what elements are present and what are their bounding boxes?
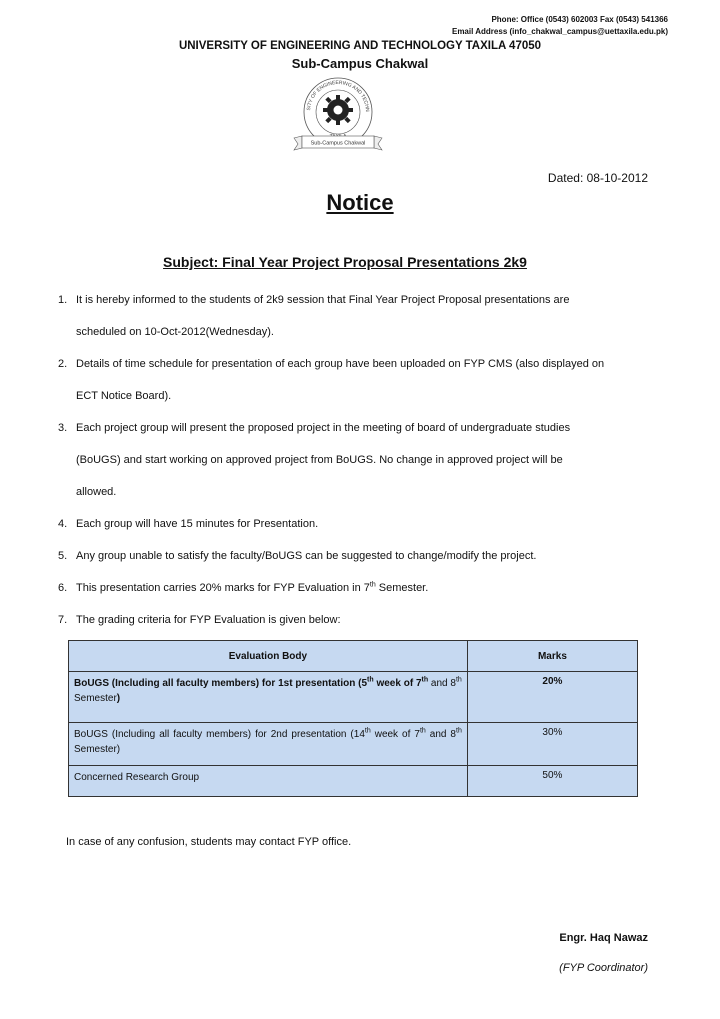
email-line: Email Address (info_chakwal_campus@uettaxila.edu.pk) bbox=[451, 27, 668, 36]
list-number: 3. bbox=[58, 422, 68, 434]
table-header-row bbox=[69, 641, 638, 672]
signatory-name: Engr. Haq Nawaz bbox=[559, 932, 648, 944]
list-number: 7. bbox=[58, 614, 68, 626]
list-item-text: Each project group will present the proposed project in the meeting of board of undergraduate studies bbox=[76, 422, 571, 434]
table-row bbox=[69, 672, 638, 723]
marks-cell: 20% bbox=[467, 672, 637, 723]
list-item-text: scheduled on 10-Oct-2012(Wednesday). bbox=[76, 326, 274, 338]
logo-ring-text: SITY OF ENGINEERING AND TECHN bbox=[306, 79, 371, 112]
list-number: 4. bbox=[58, 518, 68, 530]
evaluation-body-cell: BoUGS (Including all faculty members) for 1st presentation (5th week of 7th and 8th Semester) bbox=[69, 672, 468, 723]
marks-cell: 50% bbox=[467, 766, 637, 797]
list-number: 1. bbox=[58, 294, 68, 306]
list-number: 6. bbox=[58, 582, 68, 594]
page-title: Notice bbox=[326, 190, 394, 215]
logo-ribbon-text: Sub-Campus Chakwal bbox=[310, 140, 366, 147]
list-item-text: Any group unable to satisfy the faculty/BoUGS can be suggested to change/modify the project. bbox=[76, 550, 537, 562]
date-line: Dated: 08-10-2012 bbox=[547, 171, 648, 185]
university-name: UNIVERSITY OF ENGINEERING AND TECHNOLOGY TAXILA 47050 bbox=[178, 40, 542, 52]
grading-criteria-table bbox=[68, 640, 638, 797]
table-row bbox=[69, 723, 638, 766]
subject-line: Subject: Final Year Project Proposal Presentations 2k9 bbox=[163, 254, 527, 270]
list-item-text: allowed. bbox=[76, 486, 117, 498]
column-header: Marks bbox=[467, 641, 637, 672]
list-item-text: It is hereby informed to the students of 2k9 session that Final Year Project Proposal presentations are bbox=[76, 294, 570, 306]
list-item-text: ECT Notice Board). bbox=[76, 390, 172, 402]
evaluation-body-cell: Concerned Research Group bbox=[69, 766, 468, 797]
list-item-text: Each group will have 15 minutes for Presentation. bbox=[76, 518, 319, 530]
gear-icon bbox=[323, 95, 353, 125]
contact-note: In case of any confusion, students may contact FYP office. bbox=[66, 836, 352, 848]
column-header: Evaluation Body bbox=[69, 641, 468, 672]
evaluation-body-cell: BoUGS (Including all faculty members) for 2nd presentation (14th week of 7th and 8th Semester) bbox=[69, 723, 468, 766]
list-item-text: Details of time schedule for presentation of each group have been uploaded on FYP CMS (also displayed on bbox=[76, 358, 605, 370]
list-item-text: (BoUGS) and start working on approved project from BoUGS. No change in approved project will be bbox=[76, 454, 563, 466]
phone-fax-line: Phone: Office (0543) 602003 Fax (0543) 541366 bbox=[491, 15, 668, 24]
campus-name: Sub-Campus Chakwal bbox=[291, 56, 429, 71]
list-item-text: The grading criteria for FYP Evaluation is given below: bbox=[76, 614, 341, 626]
university-logo bbox=[290, 76, 386, 156]
marks-cell: 30% bbox=[467, 723, 637, 766]
signatory-title: (FYP Coordinator) bbox=[559, 962, 648, 974]
list-number: 2. bbox=[58, 358, 68, 370]
table-row bbox=[69, 766, 638, 797]
list-item-text: This presentation carries 20% marks for FYP Evaluation in 7th Semester. bbox=[76, 581, 429, 594]
list-number: 5. bbox=[58, 550, 68, 562]
